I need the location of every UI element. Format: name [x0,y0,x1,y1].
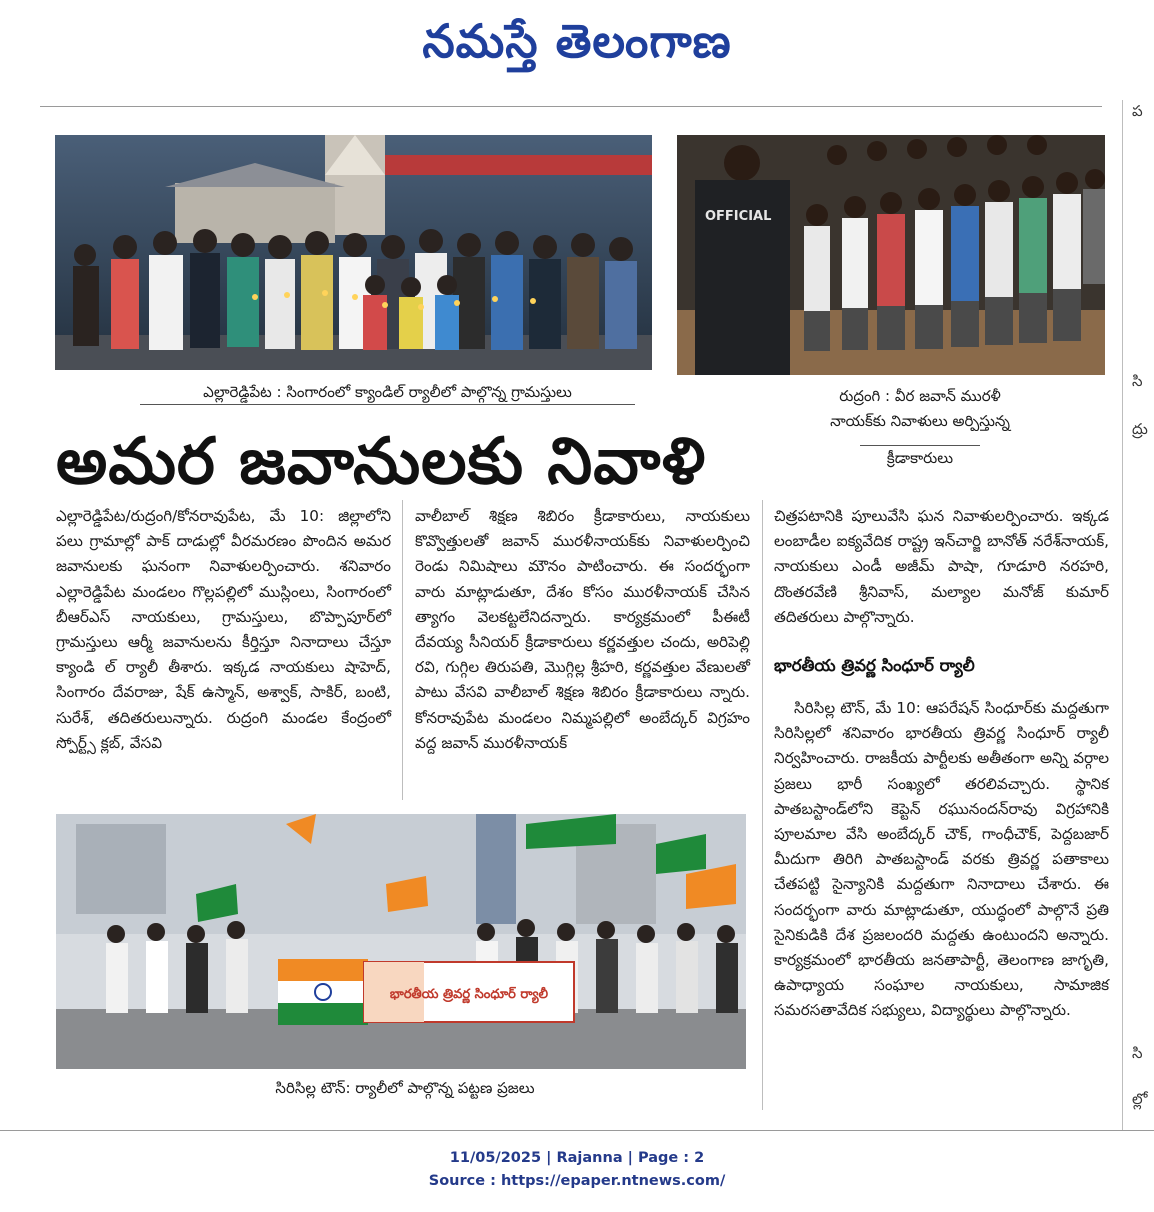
rally-banner [364,962,574,1022]
column-divider-2 [762,500,763,1110]
subheading-tricolor-rally: భారతీయ త్రివర్ణ సింధూర్ ర్యాలీ [774,656,975,675]
masthead-logo: నమస్తే తెలంగాణ [422,14,732,68]
footer-date-edition: 11/05/2025 | Rajanna | Page : 2 [449,1150,705,1166]
photo-tribute-kids [677,135,1105,375]
edge-glyph-5: ల్లో [1132,1090,1148,1108]
caption-candle-rally: ఎల్లారెడ్డిపేట : సింగారంలో క్యాండిల్ ర్యాలీలో పాల్గొన్న గ్రామస్తులు [140,380,635,405]
photo-tricolor-rally [56,814,746,1069]
edge-glyph-3: ద్రు [1132,420,1148,438]
article-column-1-text: ఎల్లారెడ్డిపేట/రుద్రంగి/కోనరావుపేట, మే 10: జిల్లాలోని పలు గ్రామాల్లో పాక్ దాడుల్లో వీరమరణం పొందిన అమర జవానులకు ఘనంగా నివాళులర్పించారు. శనివారం ఎల్లారెడ్డిపేట మండలం గొల్లపల్లిలో ముస్లింలు, సింగారంలో బీఆర్‌ఎస్ నాయకులు, గ్రామస్తులు, బొప్పాపూర్‌లో గ్రామస్తులు ఆర్మీ జవానులను కీర్తిస్తూ నినాదాలు చేస్తూ క్యాండి ల్ ర్యాలీ తీశారు. ఇక్కడ నాయకులు షాహెద్, సింగారం దేవరాజు, షేక్ ఉస్మాన్, అశ్వాక్, సాకిర్, బంటి, సురేశ్, తదితరులున్నారు. రుద్రంగి మండల కేంద్రంలో స్పోర్ట్స్ క్లబ్, వేసవి [56,507,391,752]
tricolor-rally-illustration [56,814,746,1069]
article-column-3-bottom-text: సిరిసిల్ల టౌన్, మే 10: ఆపరేషన్ సింధూర్‌కు మద్దతుగా సిరిసిల్లలో శనివారం భారతీయ త్రివర్ణ సింధూర్ ర్యాలీ నిర్వహించారు. రాజకీయ పార్టీలకు అతీతంగా అన్ని వర్గాల ప్రజలు భారీ సంఖ్యలో తరలివచ్చారు. స్థానిక పాతబస్టాండ్‌లోని కెప్టెన్ రఘునందన్‌రావు విగ్రహానికి పూలమాల వేసి అంబేద్కర్ చౌక్, గాంధీచౌక్, పెద్దబజార్ మీదుగా తిరిగి పాతబస్టాండ్ వరకు త్రివర్ణ పతాకాలు చేతపట్టి సైన్యానికి మద్దతుగా నినాదాలు చేశారు. ఈ సందర్భంగా వారు మాట్లాడుతూ, యుద్ధంలో పాల్గొనే ప్రతి సైనికుడికి దేశ ప్రజలందరి మద్దతు ఉంటుందని అన్నారు. కార్యక్రమంలో భారతీయ జనతాపార్టీ, తెలంగాణ జాగృతి, ఉపాధ్యాయ సంఘాల నాయకులు, సామాజిక సమరసతావేదిక సభ్యులు, విద్యార్థులు పాల్గొన్నారు. [774,699,1109,1020]
article-column-1 [56,504,391,756]
caption-tricolor-rally: సిరిసిల్ల టౌన్: ర్యాలీలో పాల్గొన్న పట్టణ ప్రజలు [275,1079,535,1097]
footer-source: Source : https://epaper.ntnews.com/ [428,1173,726,1189]
edge-glyph-2: సి [1132,372,1143,390]
edge-glyph-1: ప [1132,102,1143,120]
shirt-logo-text: OFFICIAL [705,209,772,224]
article-column-3-top-text: చిత్రపటానికి పూలువేసి ఘన నివాళులర్పించారు. ఇక్కడ లంబాడీల ఐక్యవేదిక రాష్ట్ర ఇన్‌చార్జి బానోత్ నరేశ్‌నాయక్, నాయకులు ఎండీ అజీమ్ పాషా, గూడూరి నరహరి, దొంతరవేణి శ్రీనివాస్, మల్యాల మనోజ్ కుమార్ తదితరులు పాల్గొన్నారు. [774,507,1109,626]
edge-glyph-4: సి [1132,1044,1143,1062]
tribute-kids-illustration [677,135,1105,375]
right-margin-rule [1122,100,1123,1130]
caption-tribute-line2: నాయక్‌కు నివాళులు అర్పిస్తున్న [830,412,1010,430]
rally-banner-text: భారతీయ త్రివర్ణ సింధూర్ ర్యాలీ [389,987,549,1002]
article-column-3-bottom [774,696,1109,1024]
article-column-2 [415,504,750,756]
article-column-2-text: వాలీబాల్ శిక్షణ శిబిరం క్రీడాకారులు, నాయకులు కొవ్వొత్తులతో జవాన్ మురళీనాయక్‌కు నివాళులర్పించి రెండు నిమిషాలు మౌనం పాటించారు. ఈ సందర్భంగా వారు మాట్లాడుతూ, దేశం కోసం మురళీనాయక్ చేసిన త్యాగం వెలకట్టలేనిదన్నారు. కార్యక్రమంలో పీఈటీ దేవయ్య సీనియర్ క్రీడాకారులు కర్ణవత్తుల చందు, అరిపెల్లి రవి, గుగ్గిల తిరుపతి, మొగ్గిల్ల శ్రీహరి, కర్ణవత్తుల వేణులతో పాటు వేసవి వాలీబాల్ శిక్షణ శిబిరం క్రీడాకారులు న్నారు. కోనరావుపేట మండలం నిమ్మపల్లిలో అంబేద్కర్ విగ్రహం వద్ద జవాన్ మురళీనాయక్ [415,507,750,752]
candle-rally-illustration [55,135,652,370]
article-column-3-top [774,504,1109,630]
headline: అమర జవానులకు నివాళి [56,425,707,499]
masthead-rule [40,106,1102,107]
page-bottom-rule [0,1130,1154,1131]
indian-flag-banner [278,959,368,1025]
photo-candle-rally [55,135,652,370]
caption-tribute-line1: రుద్రంగి : వీర జవాన్ మురళీ [839,387,1001,405]
caption-tribute-line3: క్రీడాకారులు [860,445,980,470]
column-divider-1 [402,500,403,800]
